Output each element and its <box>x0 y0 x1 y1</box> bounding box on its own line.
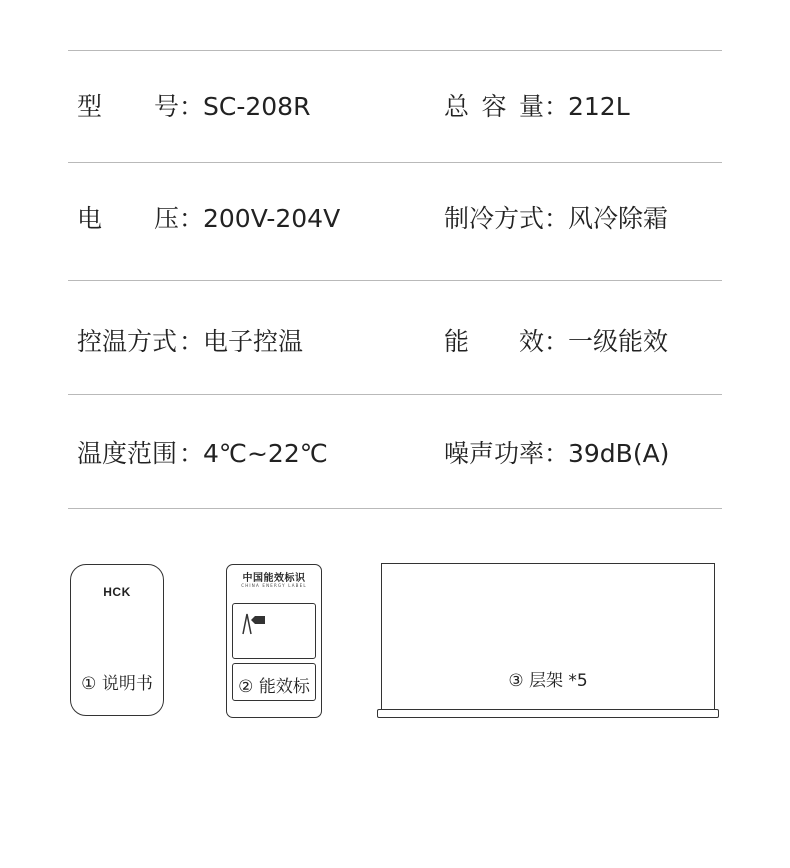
energy-label-caption: ② 能效标 <box>238 677 310 697</box>
spec-noise-colon: ： <box>544 439 570 468</box>
spec-temp-control-colon: ： <box>179 327 205 356</box>
spec-capacity <box>444 92 630 122</box>
spec-temp-range-label: 温度范围 <box>77 439 178 468</box>
spec-model <box>77 92 310 122</box>
energy-label-card-icon <box>226 564 322 718</box>
spec-temp-range <box>77 439 328 469</box>
divider-4 <box>68 394 722 395</box>
shelf-outline <box>381 563 715 709</box>
energy-label-subtitle: CHINA ENERGY LABEL <box>241 583 307 588</box>
divider-3 <box>68 280 722 281</box>
spec-efficiency-value: 一级能效 <box>568 327 669 356</box>
shelf-base-bar <box>377 709 719 718</box>
spec-noise-label: 噪声功率 <box>444 439 545 468</box>
energy-grade-arrow-icon <box>237 610 267 636</box>
spec-capacity-label-char-1: 总 <box>444 92 470 121</box>
spec-voltage <box>77 204 340 234</box>
spec-efficiency-label <box>444 327 544 357</box>
spec-model-label-char-1: 型 <box>77 92 103 121</box>
spec-voltage-label <box>77 204 179 234</box>
spec-cooling-value: 风冷除霜 <box>568 204 669 233</box>
spec-temp-control-value: 电子控温 <box>203 327 304 356</box>
spec-temp-range-value: 4℃~22℃ <box>203 439 328 468</box>
manual-caption: ① 说明书 <box>81 674 153 694</box>
spec-efficiency-label-char-2: 效 <box>518 327 544 356</box>
spec-noise-value: 39dB(A) <box>568 439 670 468</box>
spec-model-label-char-2: 号 <box>153 92 179 121</box>
manual-booklet-icon <box>70 564 164 716</box>
manual-brand-logo: HCK <box>103 585 131 599</box>
spec-efficiency-colon: ： <box>544 327 570 356</box>
spec-noise <box>444 439 669 469</box>
spec-cooling <box>444 204 668 234</box>
spec-temp-range-colon: ： <box>179 439 205 468</box>
spec-voltage-colon: ： <box>179 204 205 233</box>
divider-2 <box>68 162 722 163</box>
spec-voltage-label-char-1: 电 <box>77 204 103 233</box>
shelf-caption: ③ 层架 *5 <box>508 671 588 691</box>
spec-capacity-label <box>444 92 544 122</box>
divider-5 <box>68 508 722 509</box>
spec-voltage-value: 200V-204V <box>203 204 341 233</box>
spec-efficiency <box>444 327 668 357</box>
divider-1 <box>68 50 722 51</box>
spec-temp-control-label: 控温方式 <box>77 327 178 356</box>
spec-capacity-colon: ： <box>544 92 570 121</box>
spec-voltage-label-char-2: 压 <box>153 204 179 233</box>
spec-efficiency-label-char-1: 能 <box>444 327 470 356</box>
spec-cooling-label: 制冷方式 <box>444 204 545 233</box>
spec-capacity-value: 212L <box>568 92 630 121</box>
spec-model-label <box>77 92 179 122</box>
spec-cooling-colon: ： <box>544 204 570 233</box>
spec-capacity-label-char-3: 量 <box>518 92 544 121</box>
shelf-rack-icon <box>377 563 719 721</box>
energy-label-caption-box <box>232 663 316 701</box>
energy-label-title: 中国能效标识 <box>242 573 306 584</box>
energy-label-grade-panel <box>232 603 316 659</box>
spec-model-colon: ： <box>179 92 205 121</box>
spec-model-value: SC-208R <box>203 92 311 121</box>
spec-capacity-label-char-2: 容 <box>481 92 507 121</box>
spec-temp-control <box>77 327 303 357</box>
